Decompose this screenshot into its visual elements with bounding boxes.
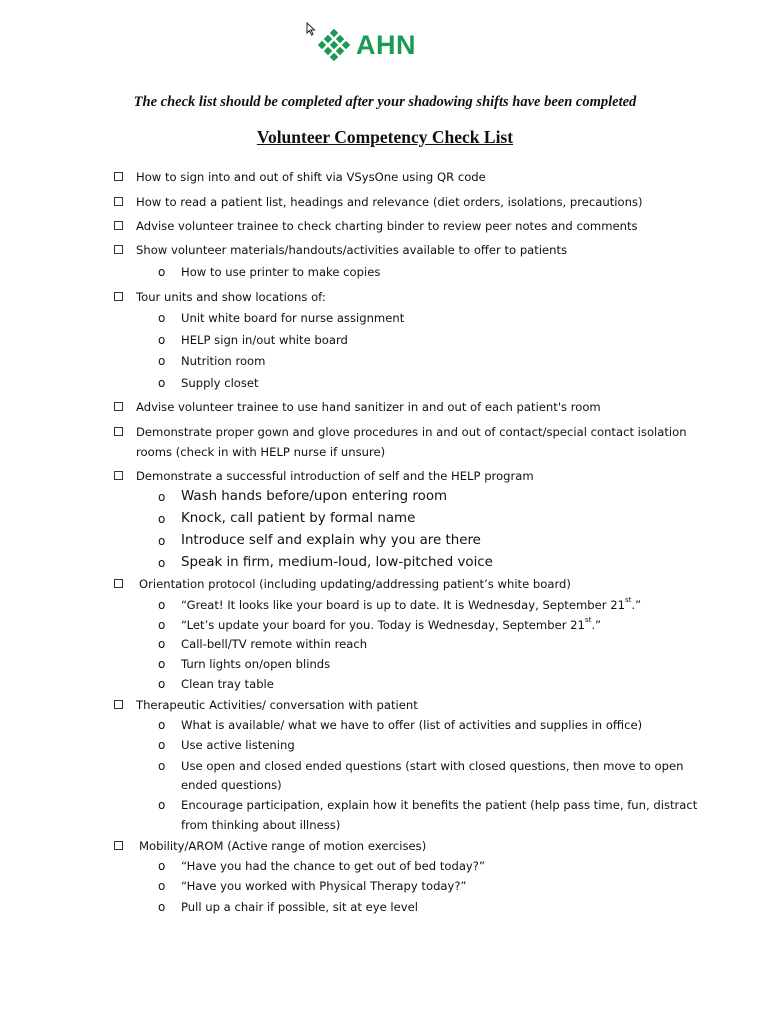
sub-item-label: Use open and closed ended questions (start with closed questions, then move to open: [181, 759, 684, 773]
sub-item-label: Encourage participation, explain how it benefits the patient (help pass time, fun, distract: [181, 798, 698, 812]
sub-item-label: Introduce self and explain why you are there: [181, 533, 481, 548]
mouse-cursor-icon: [306, 22, 316, 41]
checklist-item-label: Therapeutic Activities/ conversation with patient: [136, 698, 418, 712]
sub-item-label: Unit white board for nurse assignment: [181, 311, 405, 325]
bullet-icon: o: [158, 657, 166, 671]
bullet-icon: o: [158, 512, 166, 526]
bullet-icon: o: [158, 718, 166, 732]
checkbox[interactable]: [114, 579, 123, 588]
sub-item-label: Call-bell/TV remote within reach: [181, 637, 368, 651]
bullet-icon: o: [158, 738, 166, 752]
bullet-icon: o: [158, 311, 166, 325]
bullet-icon: o: [158, 879, 166, 893]
sub-item-label: Pull up a chair if possible, sit at eye level: [181, 900, 418, 914]
checkbox[interactable]: [114, 292, 123, 301]
sub-item-label: ended questions): [181, 778, 282, 792]
sub-item-label: What is available/ what we have to offer (list of activities and supplies in office): [181, 718, 643, 732]
checklist-item-label: Advise volunteer trainee to check charting binder to review peer notes and comments: [136, 219, 638, 233]
checkbox[interactable]: [114, 221, 123, 230]
sub-item-label: Nutrition room: [181, 354, 266, 368]
checklist-item-label: Demonstrate a successful introduction of self and the HELP program: [136, 469, 534, 483]
bullet-icon: o: [158, 490, 166, 504]
bullet-icon: o: [158, 598, 166, 612]
bullet-icon: o: [158, 376, 166, 390]
sub-item-label: “Let’s update your board for you. Today is Wednesday, September 21st.”: [181, 616, 602, 632]
checkbox[interactable]: [114, 700, 123, 709]
bullet-icon: o: [158, 637, 166, 651]
bullet-icon: o: [158, 354, 166, 368]
bullet-icon: o: [158, 677, 166, 691]
checkbox[interactable]: [114, 197, 123, 206]
sub-item-label: Speak in firm, medium-loud, low-pitched voice: [181, 555, 493, 570]
bullet-icon: o: [158, 759, 166, 773]
sub-item-label: Knock, call patient by formal name: [181, 511, 416, 526]
checkbox[interactable]: [114, 841, 123, 850]
bullet-icon: o: [158, 798, 166, 812]
sub-item-label: Use active listening: [181, 738, 295, 752]
bullet-icon: o: [158, 265, 166, 279]
checklist-item-label: Advise volunteer trainee to use hand sanitizer in and out of each patient's room: [136, 400, 601, 414]
page-title: Volunteer Competency Check List: [256, 127, 514, 147]
checklist-item-label: Mobility/AROM (Active range of motion exercises): [139, 839, 427, 853]
checkbox[interactable]: [114, 471, 123, 480]
bullet-icon: o: [158, 556, 166, 570]
sub-item-label: How to use printer to make copies: [181, 265, 381, 279]
ahn-logo: [318, 28, 416, 62]
bullet-icon: o: [158, 618, 166, 632]
checkbox[interactable]: [114, 427, 123, 436]
sub-item-label: Clean tray table: [181, 677, 274, 691]
bullet-icon: o: [158, 534, 166, 548]
checkbox[interactable]: [114, 172, 123, 181]
checklist-item-label: Tour units and show locations of:: [136, 290, 326, 304]
checklist-item-label: Orientation protocol (including updating/addressing patient’s white board): [139, 577, 571, 591]
checklist-item-label: Show volunteer materials/handouts/activities available to offer to patients: [136, 243, 568, 257]
checkbox[interactable]: [114, 245, 123, 254]
sub-item-label: “Great! It looks like your board is up to date. It is Wednesday, September 21st.”: [181, 596, 642, 612]
sub-item-label: Supply closet: [181, 376, 259, 390]
checklist-item-label: Demonstrate proper gown and glove procedures in and out of contact/special contact isolation: [136, 425, 687, 439]
bullet-icon: o: [158, 333, 166, 347]
sub-item-label: HELP sign in/out white board: [181, 333, 348, 347]
checkbox[interactable]: [114, 402, 123, 411]
sub-item-label: from thinking about illness): [181, 818, 341, 832]
instruction-subtitle: The check list should be completed after your shadowing shifts have been completed: [133, 94, 637, 110]
bullet-icon: o: [158, 900, 166, 914]
checklist-item-label: How to read a patient list, headings and relevance (diet orders, isolations, precautions): [136, 195, 643, 209]
sub-item-label: “Have you worked with Physical Therapy today?”: [181, 879, 467, 893]
sub-item-label: Wash hands before/upon entering room: [181, 489, 448, 504]
checklist-item-label: rooms (check in with HELP nurse if unsure): [136, 445, 386, 459]
bullet-icon: o: [158, 859, 166, 873]
checklist-item-label: How to sign into and out of shift via VSysOne using QR code: [136, 170, 486, 184]
ahn-logo-mark-icon: [318, 29, 352, 61]
sub-item-label: “Have you had the chance to get out of bed today?”: [181, 859, 485, 873]
sub-item-label: Turn lights on/open blinds: [181, 657, 331, 671]
logo-text: AHN: [356, 29, 416, 60]
